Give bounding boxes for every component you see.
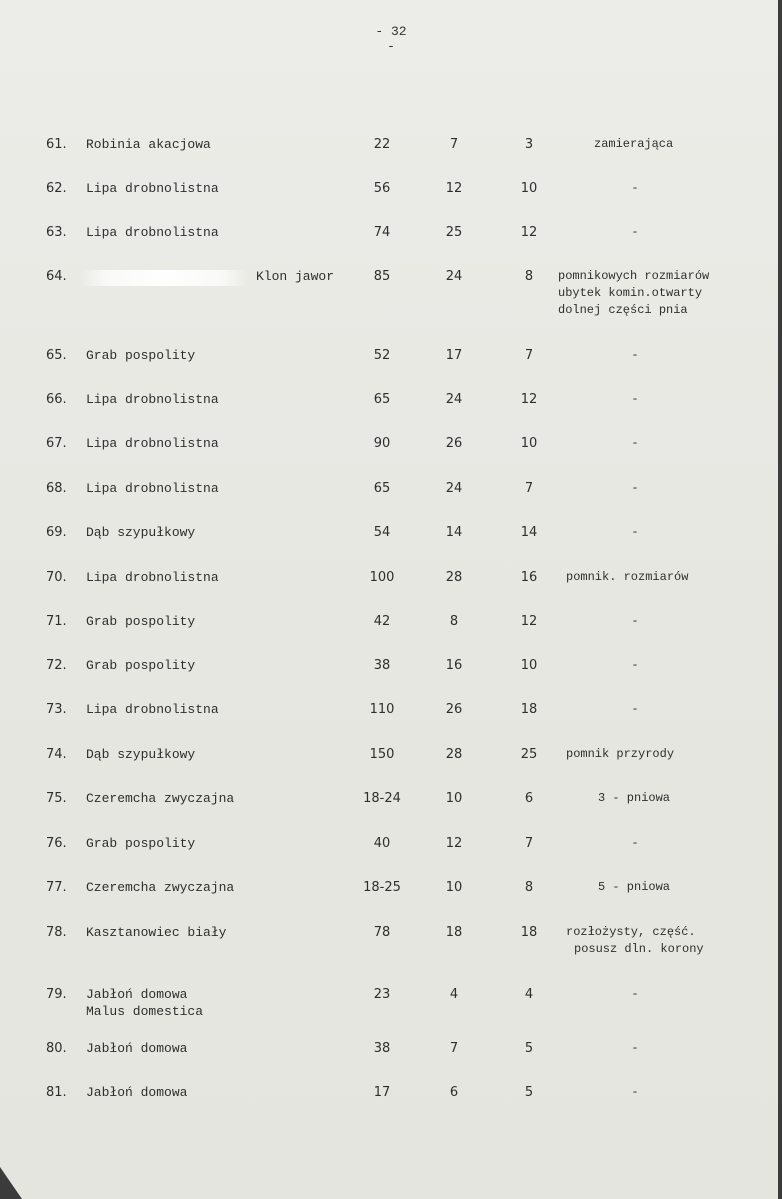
value-column-3: 10 bbox=[520, 658, 538, 673]
tree-name: Lipa drobnolistna bbox=[86, 570, 219, 585]
row-number: 70. bbox=[46, 570, 67, 585]
value-column-2: 16 bbox=[445, 658, 463, 673]
remark: - bbox=[631, 1085, 639, 1099]
remark: - bbox=[631, 181, 639, 195]
value-column-2: 24 bbox=[445, 269, 463, 284]
value-column-1: 74 bbox=[373, 225, 391, 240]
row-number: 79. bbox=[46, 987, 67, 1002]
tree-name: Grab pospolity bbox=[86, 348, 196, 363]
value-column-3: 18 bbox=[520, 925, 538, 940]
value-column-2: 6 bbox=[449, 1085, 459, 1100]
table-row bbox=[0, 1084, 782, 1104]
remark-line: posusz dln. korony bbox=[574, 942, 704, 956]
remark: - bbox=[631, 436, 639, 450]
value-column-3: 8 bbox=[524, 880, 534, 895]
tree-name: Robinia akacjowa bbox=[86, 137, 211, 152]
tree-name: Lipa drobnolistna bbox=[86, 702, 219, 717]
value-column-3: 14 bbox=[520, 525, 538, 540]
value-column-3: 12 bbox=[520, 614, 538, 629]
row-number: 66. bbox=[46, 392, 67, 407]
value-column-2: 24 bbox=[445, 392, 463, 407]
remark: - bbox=[631, 392, 639, 406]
row-number: 73. bbox=[46, 702, 67, 717]
value-column-1: 90 bbox=[373, 436, 391, 451]
table-row bbox=[0, 701, 782, 721]
table-row bbox=[0, 347, 782, 367]
remark: - bbox=[631, 225, 639, 239]
tree-name: Lipa drobnolistna bbox=[86, 436, 219, 451]
tree-name: Kasztanowiec biały bbox=[86, 925, 227, 940]
value-column-1: 42 bbox=[373, 614, 391, 629]
tree-name: Jabłoń domowa bbox=[86, 987, 188, 1002]
table-row bbox=[0, 746, 782, 766]
table-row bbox=[0, 657, 782, 677]
value-column-3: 12 bbox=[520, 392, 538, 407]
tree-name: Czeremcha zwyczajna bbox=[86, 791, 235, 806]
value-column-1: 40 bbox=[373, 836, 391, 851]
value-column-2: 28 bbox=[445, 747, 463, 762]
table-row bbox=[0, 879, 782, 899]
value-column-2: 12 bbox=[445, 836, 463, 851]
value-column-2: 10 bbox=[445, 791, 463, 806]
tree-name: Lipa drobnolistna bbox=[86, 181, 219, 196]
value-column-1: 38 bbox=[373, 658, 391, 673]
value-column-1: 78 bbox=[373, 925, 391, 940]
tree-name: Dąb szypułkowy bbox=[86, 747, 196, 762]
page-edge-shadow bbox=[778, 0, 782, 1199]
value-column-3: 5 bbox=[524, 1041, 534, 1056]
remark: zamierająca bbox=[594, 137, 674, 151]
value-column-2: 8 bbox=[449, 614, 459, 629]
value-column-1: 85 bbox=[373, 269, 391, 284]
remark: - bbox=[631, 702, 639, 716]
tree-name: Lipa drobnolistna bbox=[86, 225, 219, 240]
table-row bbox=[0, 835, 782, 855]
table-row bbox=[0, 180, 782, 200]
remark: 5 - pniowa bbox=[597, 880, 670, 894]
value-column-3: 8 bbox=[524, 269, 534, 284]
remark-line: rozłożysty, część. bbox=[566, 925, 696, 939]
value-column-1: 65 bbox=[373, 481, 391, 496]
table-row bbox=[0, 480, 782, 500]
tree-name: Grab pospolity bbox=[86, 614, 196, 629]
tree-name: Klon jawor bbox=[256, 269, 335, 284]
value-column-2: 7 bbox=[449, 137, 459, 152]
remark: pomnik. rozmiarów bbox=[566, 570, 689, 584]
table-row bbox=[0, 613, 782, 633]
value-column-2: 25 bbox=[445, 225, 463, 240]
value-column-3: 7 bbox=[524, 836, 534, 851]
remark-line: dolnej części pnia bbox=[558, 303, 688, 317]
row-number: 77. bbox=[46, 880, 67, 895]
value-column-2: 26 bbox=[445, 702, 463, 717]
row-number: 75. bbox=[46, 791, 67, 806]
row-number: 64. bbox=[46, 269, 67, 284]
table-row bbox=[0, 224, 782, 244]
page-corner-shadow bbox=[0, 1167, 22, 1199]
table-row bbox=[0, 524, 782, 544]
remark: - bbox=[631, 348, 639, 362]
value-column-3: 5 bbox=[524, 1085, 534, 1100]
value-column-3: 3 bbox=[524, 137, 534, 152]
value-column-1: 56 bbox=[373, 181, 391, 196]
value-column-1: 17 bbox=[373, 1085, 391, 1100]
value-column-2: 24 bbox=[445, 481, 463, 496]
row-number: 74. bbox=[46, 747, 67, 762]
value-column-3: 16 bbox=[520, 570, 538, 585]
row-number: 62. bbox=[46, 181, 67, 196]
table-row bbox=[0, 569, 782, 589]
row-number: 80. bbox=[46, 1041, 67, 1056]
value-column-2: 7 bbox=[449, 1041, 459, 1056]
page-number: - 32 - bbox=[375, 24, 407, 54]
tree-name: Grab pospolity bbox=[86, 658, 196, 673]
value-column-2: 14 bbox=[445, 525, 463, 540]
value-column-2: 18 bbox=[445, 925, 463, 940]
value-column-2: 4 bbox=[449, 987, 459, 1002]
remark: pomnik przyrody bbox=[566, 747, 675, 761]
tree-name: Czeremcha zwyczajna bbox=[86, 880, 235, 895]
table-row bbox=[0, 986, 782, 1019]
row-number: 72. bbox=[46, 658, 67, 673]
remark-line: ubytek komin.otwarty bbox=[558, 286, 703, 300]
row-number: 76. bbox=[46, 836, 67, 851]
value-column-3: 7 bbox=[524, 481, 534, 496]
row-number: 71. bbox=[46, 614, 67, 629]
table-row bbox=[0, 391, 782, 411]
remark: - bbox=[631, 987, 639, 1001]
tree-name: Grab pospolity bbox=[86, 836, 196, 851]
value-column-2: 12 bbox=[445, 181, 463, 196]
row-number: 68. bbox=[46, 481, 67, 496]
table-row bbox=[0, 435, 782, 455]
value-column-3: 10 bbox=[520, 436, 538, 451]
remark-line: pomnikowych rozmiarów bbox=[558, 269, 710, 283]
remark: 3 - pniowa bbox=[597, 791, 670, 805]
table-row bbox=[0, 136, 782, 156]
tree-latin-name: Malus domestica bbox=[86, 1004, 204, 1019]
tree-name: Lipa drobnolistna bbox=[86, 481, 219, 496]
remark: - bbox=[631, 614, 639, 628]
row-number: 61. bbox=[46, 137, 67, 152]
value-column-3: 6 bbox=[524, 791, 534, 806]
table-row bbox=[0, 790, 782, 810]
value-column-3: 7 bbox=[524, 348, 534, 363]
value-column-1: 18-25 bbox=[363, 880, 401, 895]
table-row bbox=[0, 268, 782, 317]
remark: - bbox=[631, 1041, 639, 1055]
row-number: 65. bbox=[46, 348, 67, 363]
value-column-2: 26 bbox=[445, 436, 463, 451]
value-column-3: 12 bbox=[520, 225, 538, 240]
table-row bbox=[0, 924, 782, 956]
row-number: 78. bbox=[46, 925, 67, 940]
tree-name: Dąb szypułkowy bbox=[86, 525, 196, 540]
remark: - bbox=[631, 481, 639, 495]
tree-name: Lipa drobnolistna bbox=[86, 392, 219, 407]
value-column-1: 110 bbox=[369, 702, 395, 717]
value-column-2: 28 bbox=[445, 570, 463, 585]
value-column-1: 150 bbox=[369, 747, 395, 762]
remark: - bbox=[631, 658, 639, 672]
remark: - bbox=[631, 525, 639, 539]
value-column-1: 23 bbox=[373, 987, 391, 1002]
value-column-3: 25 bbox=[520, 747, 538, 762]
value-column-1: 18-24 bbox=[363, 791, 401, 806]
remark: - bbox=[631, 836, 639, 850]
row-number: 63. bbox=[46, 225, 67, 240]
value-column-1: 54 bbox=[373, 525, 391, 540]
value-column-1: 52 bbox=[373, 348, 391, 363]
tree-name: Jabłoń domowa bbox=[86, 1085, 188, 1100]
row-number: 81. bbox=[46, 1085, 67, 1100]
table-row bbox=[0, 1040, 782, 1060]
value-column-3: 4 bbox=[524, 987, 534, 1002]
value-column-1: 100 bbox=[369, 570, 395, 585]
row-number: 69. bbox=[46, 525, 67, 540]
value-column-2: 10 bbox=[445, 880, 463, 895]
row-number: 67. bbox=[46, 436, 67, 451]
value-column-1: 38 bbox=[373, 1041, 391, 1056]
value-column-3: 10 bbox=[520, 181, 538, 196]
value-column-1: 22 bbox=[373, 137, 391, 152]
tree-name: Jabłoń domowa bbox=[86, 1041, 188, 1056]
value-column-1: 65 bbox=[373, 392, 391, 407]
value-column-2: 17 bbox=[445, 348, 463, 363]
value-column-3: 18 bbox=[520, 702, 538, 717]
